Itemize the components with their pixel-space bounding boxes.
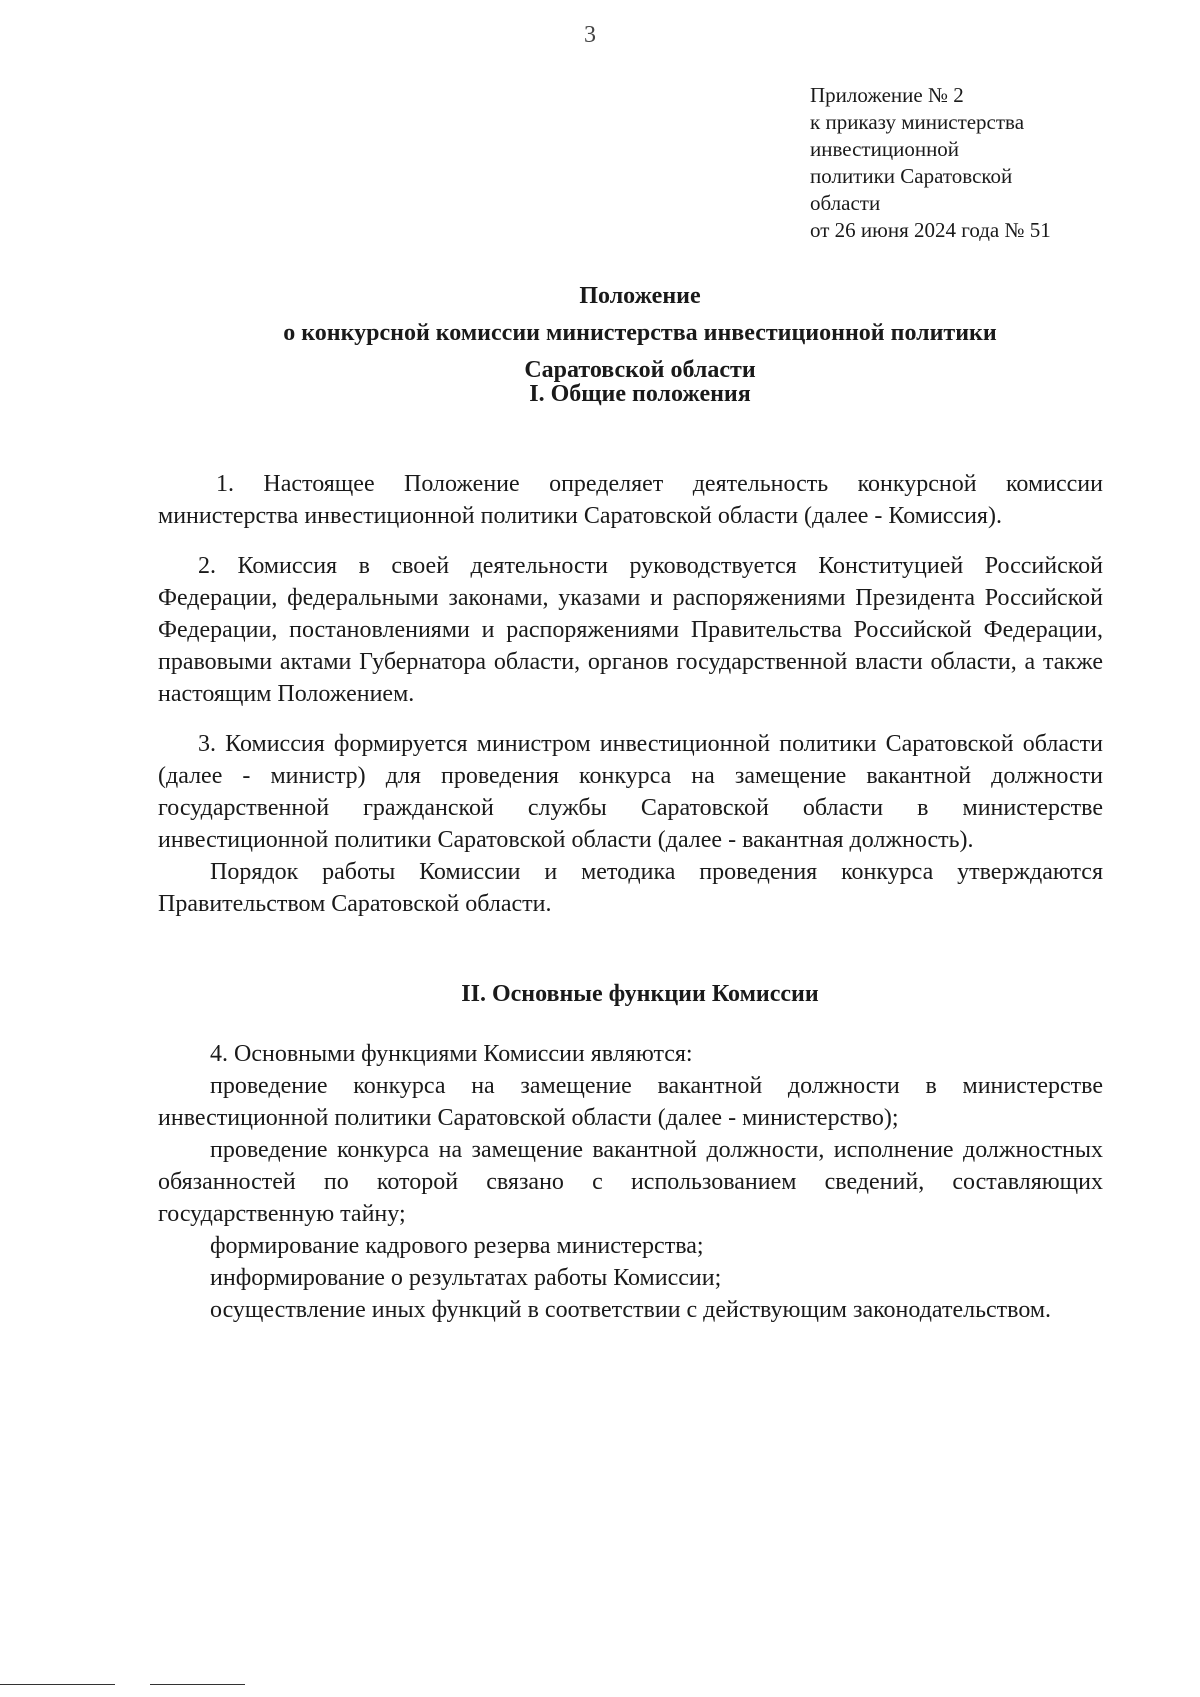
paragraph: Порядок работы Комиссии и методика проведения конкурса утверждаются Правительством Саратовской области. xyxy=(158,859,1103,917)
list-item: проведение конкурса на замещение вакантной должности, исполнение должностных обязанностей по которой связано с использованием сведений, составляющих государственную тайну; xyxy=(158,1137,1103,1227)
title-line: о конкурсной комиссии министерства инвестиционной политики xyxy=(283,320,997,346)
section-heading-general: I. Общие положения xyxy=(529,381,751,407)
title-line: Саратовской области xyxy=(524,357,756,383)
paragraph: 3. Комиссия формируется министром инвестиционной политики Саратовской области (далее - министр) для проведения конкурса на замещение вакантной должности государственной гражданской службы Саратовской области в министерстве инвестиционной политики Саратовской области (далее - вакантная должность). xyxy=(158,731,1103,853)
annex-line: области xyxy=(810,191,881,215)
section-general-body xyxy=(158,468,1103,920)
annex-line: Приложение № 2 xyxy=(810,83,964,107)
section-functions-body xyxy=(158,1038,1103,1326)
footer-scan-lines xyxy=(0,1684,260,1690)
paragraph: 1. Настоящее Положение определяет деятельность конкурсной комиссии министерства инвестиционной политики Саратовской области (далее - Комиссия). xyxy=(158,471,1103,529)
title-line: Положение xyxy=(579,283,701,309)
list-item: формирование кадрового резерва министерства; xyxy=(210,1233,704,1259)
annex-line: политики Саратовской xyxy=(810,164,1013,188)
list-item: проведение конкурса на замещение вакантной должности в министерстве инвестиционной политики Саратовской области (далее - министерство); xyxy=(158,1073,1103,1131)
footer-line xyxy=(150,1684,245,1685)
annex-line: к приказу министерства xyxy=(810,110,1025,134)
paragraph: 2. Комиссия в своей деятельности руководствуется Конституцией Российской Федерации, федеральными законами, указами и распоряжениями Президента Российской Федерации, постановлениями и распоряжениями Правительства Российской Федерации, правовыми актами Губернатора области, органов государственной власти области, а также настоящим Положением. xyxy=(158,553,1103,707)
section-heading-functions: II. Основные функции Комиссии xyxy=(461,981,819,1007)
list-item: осуществление иных функций в соответствии с действующим законодательством. xyxy=(210,1297,1052,1323)
document-title xyxy=(160,278,1120,389)
annex-line: инвестиционной xyxy=(810,137,960,161)
annex-block xyxy=(810,82,1140,244)
page-number: 3 xyxy=(584,22,596,48)
footer-line xyxy=(0,1684,115,1685)
paragraph: 4. Основными функциями Комиссии являются: xyxy=(210,1041,693,1067)
list-item: информирование о результатах работы Комиссии; xyxy=(210,1265,722,1291)
annex-line: от 26 июня 2024 года № 51 xyxy=(810,218,1051,242)
